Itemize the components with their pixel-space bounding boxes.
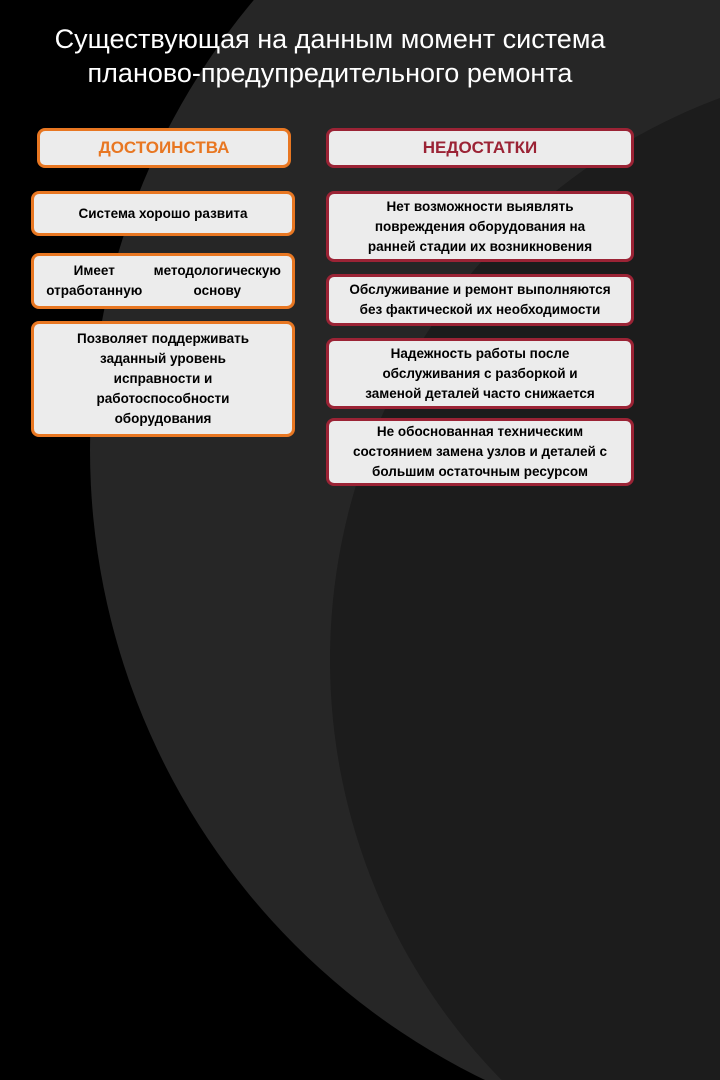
disadvantage-item-2 [326, 274, 634, 326]
advantage-item-3 [31, 321, 295, 437]
slide-title-line-1: Существующая на данным момент система [54, 24, 606, 54]
advantage-item-3-line-3: исправности и [113, 371, 213, 386]
disadvantage-item-2-line-2: без фактической их необходимости [359, 302, 601, 317]
disadvantage-item-3 [326, 338, 634, 409]
slide-title [0, 22, 660, 90]
advantage-item-1-line-1: Система хорошо развита [78, 205, 248, 221]
advantage-item-3-line-2: заданный уровень [100, 351, 226, 366]
disadvantage-item-2-line-1: Обслуживание и ремонт выполняются [349, 282, 611, 297]
advantage-item-2-line-1: Имеет отработанную [46, 263, 143, 298]
advantage-item-2 [31, 253, 295, 309]
advantage-item-2-line-2: методологическую основу [153, 263, 281, 298]
advantage-item-1 [31, 191, 295, 236]
disadvantage-item-1 [326, 191, 634, 262]
disadvantage-item-4-line-2: состоянием замена узлов и деталей с [352, 444, 608, 459]
disadvantage-item-3-line-3: заменой деталей часто снижается [365, 385, 595, 401]
disadvantage-item-3-line-1: Надежность работы после [390, 345, 570, 361]
disadvantage-item-1-line-2: повреждения оборудования на [374, 218, 586, 234]
advantages-header: ДОСТОИНСТВА [37, 128, 291, 168]
disadvantage-item-4-line-1: Не обоснованная техническим [376, 424, 584, 439]
advantage-item-3-line-5: оборудования [114, 411, 212, 426]
disadvantage-item-1-line-1: Нет возможности выявлять [386, 198, 574, 214]
advantage-item-3-line-4: работоспособности [96, 391, 230, 406]
disadvantage-item-4 [326, 418, 634, 486]
disadvantage-item-3-line-2: обслуживания с разборкой и [382, 365, 578, 381]
disadvantage-item-1-line-3: ранней стадии их возникновения [367, 238, 593, 254]
slide-title-line-2: планово-предупредительного ремонта [87, 58, 573, 88]
advantage-item-3-line-1: Позволяет поддерживать [76, 331, 249, 346]
disadvantage-item-4-line-3: большим остаточным ресурсом [372, 464, 588, 479]
disadvantages-header: НЕДОСТАТКИ [326, 128, 634, 168]
